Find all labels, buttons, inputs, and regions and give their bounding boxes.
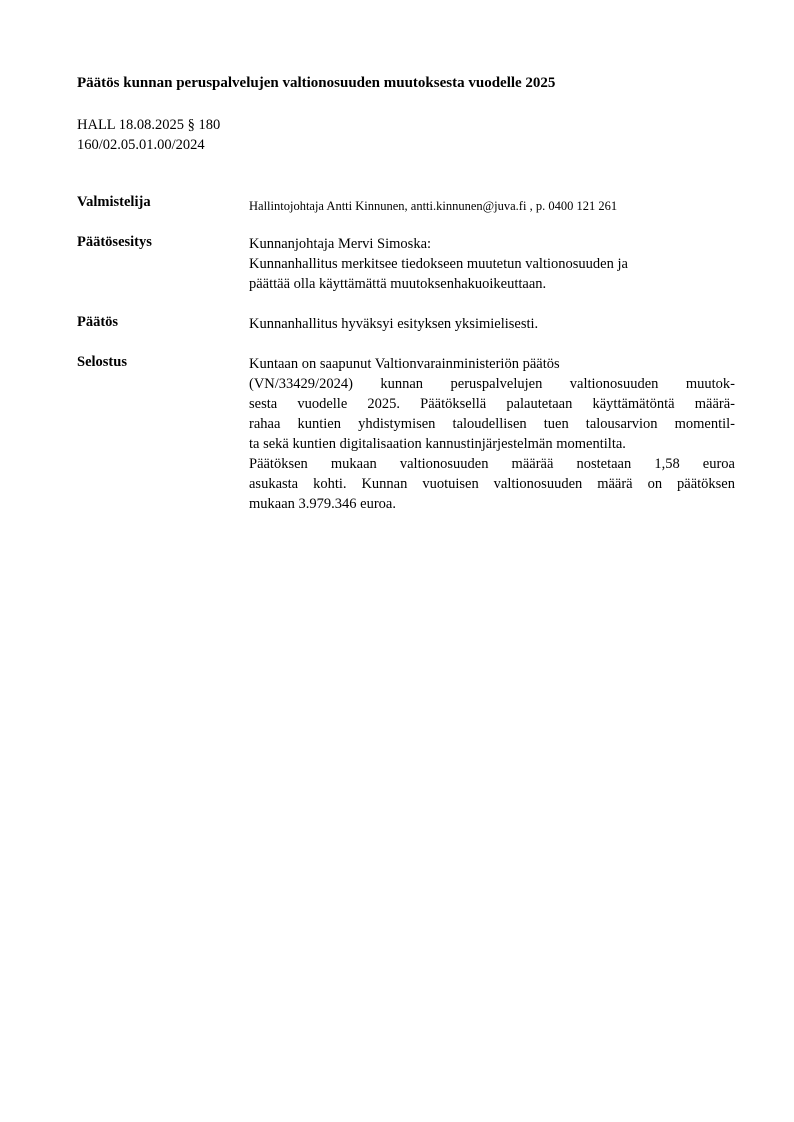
selostus-label: Selostus xyxy=(77,354,127,370)
selostus-line: sesta vuodelle 2025. Päätöksellä palautetaan käyttämätöntä määrä- xyxy=(249,396,735,412)
paatosesitys-line: Kunnanjohtaja Mervi Simoska: xyxy=(249,236,432,252)
document-title: Päätös kunnan peruspalvelujen valtionosuuden muutoksesta vuodelle 2025 xyxy=(77,75,556,91)
selostus-line: mukaan 3.979.346 euroa. xyxy=(249,496,396,512)
valmistelija-line: Hallintojohtaja Antti Kinnunen, antti.kinnunen@juva.fi , p. 0400 121 261 xyxy=(249,199,618,213)
valmistelija-label: Valmistelija xyxy=(77,194,151,210)
selostus-line: Päätöksen mukaan valtionosuuden määrää nostetaan 1,58 euroa xyxy=(249,456,735,472)
paatos-label: Päätös xyxy=(77,314,119,330)
paatos-text xyxy=(249,314,735,334)
meeting-section-ref: HALL 18.08.2025 § 180 xyxy=(77,117,221,133)
case-number: 160/02.05.01.00/2024 xyxy=(77,137,205,153)
paatos-line: Kunnanhallitus hyväksyi esityksen yksimielisesti. xyxy=(249,316,539,332)
selostus-line: (VN/33429/2024) kunnan peruspalvelujen valtionosuuden muutok- xyxy=(249,376,735,392)
meeting-reference xyxy=(77,115,220,155)
paatosesitys-line: päättää olla käyttämättä muutoksenhakuoikeuttaan. xyxy=(249,276,547,292)
valmistelija-text xyxy=(249,196,735,216)
paatosesitys-label: Päätösesitys xyxy=(77,234,152,250)
selostus-line: ta sekä kuntien digitalisaation kannustinjärjestelmän momentilta. xyxy=(249,436,626,452)
paatosesitys-text xyxy=(249,234,735,294)
selostus-text xyxy=(249,354,735,514)
paatosesitys-line: Kunnanhallitus merkitsee tiedokseen muutetun valtionosuuden ja xyxy=(249,256,628,272)
selostus-line: asukasta kohti. Kunnan vuotuisen valtionosuuden määrä on päätöksen xyxy=(249,476,735,492)
selostus-line: rahaa kuntien yhdistymisen taloudellisen tuen talousarvion momentil- xyxy=(249,416,735,432)
selostus-line: Kuntaan on saapunut Valtionvarainministeriön päätös xyxy=(249,356,560,372)
